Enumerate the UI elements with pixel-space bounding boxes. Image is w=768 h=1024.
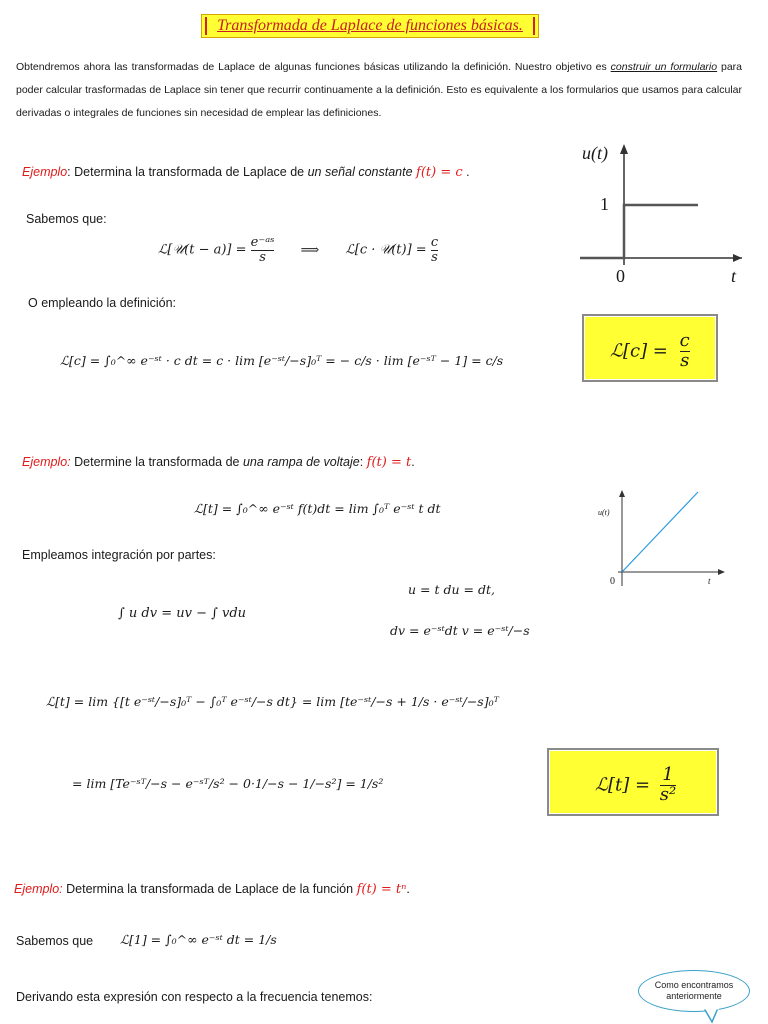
result1-num: c (679, 330, 690, 351)
parts-formula: ∫ u dv = uv − ∫ vdu (118, 606, 247, 621)
ramp-graph (588, 488, 738, 588)
eq1-num: e⁻ᵃˢ (250, 235, 275, 250)
example2-emphasis: una rampa de voltaje (242, 455, 360, 469)
page-title: Transformada de Laplace de funciones básicas. (201, 14, 539, 38)
result-box-ramp (547, 748, 719, 816)
result1-left: ℒ[c] = (610, 340, 668, 362)
eq1-rden: s (431, 249, 438, 265)
example2-end: . (411, 455, 415, 469)
result2-left: ℒ[t] = (595, 774, 651, 796)
graph2-xlabel: t (708, 576, 711, 586)
eq1-right: ℒ[c · 𝒰(t)] = (345, 242, 427, 258)
graph1-one: 1 (600, 194, 609, 214)
result2-num: 1 (662, 764, 674, 785)
example3-derivando: Derivando esta expresión con respecto a la frecuencia tenemos: (16, 990, 373, 1004)
example1-statement (22, 165, 470, 180)
intro-part2: para poder calcular trasformadas de Laplace sin tener que recurrir continuamente a la definición. Esto es equivalente a los formularios que usamos para calcular derivadas o integrales de funciones sin necesidad de emplear las definiciones. (16, 61, 743, 119)
example1-def-text: O empleando la definición: (28, 296, 177, 310)
graph2-zero: 0 (610, 576, 615, 587)
example2-colon: : (359, 455, 367, 469)
example3-func: f(t) = tⁿ (356, 882, 407, 897)
example3-statement (14, 882, 410, 897)
example2-label: Ejemplo: (22, 455, 71, 469)
eq1-rnum: c (430, 235, 439, 250)
parts-sub1: u = t du = dt, (408, 582, 495, 597)
example3-text: Determina la transformada de Laplace de la función (62, 882, 357, 896)
parts-sub2: dv = e⁻ˢᵗdt v = e⁻ˢᵗ/−s (390, 623, 530, 638)
example3-label: Ejemplo: (14, 882, 63, 896)
example1-text: : Determina la transformada de Laplace de (67, 165, 308, 179)
eq1-left: ℒ[𝒰(t − a)] = (158, 242, 247, 258)
example2-statement (22, 455, 415, 470)
result2-den: s² (659, 783, 677, 805)
intro-paragraph (16, 56, 742, 125)
graph1-xlabel: t (731, 266, 737, 286)
example1-end: . (462, 165, 470, 179)
graph1-zero: 0 (616, 266, 625, 286)
result1-den: s (680, 349, 690, 371)
bubble-text: Como encontramos anteriormente (654, 980, 734, 1001)
bubble-tail (700, 1006, 730, 1024)
example1-emphasis: un señal constante (307, 165, 417, 179)
example1-eq2: ℒ[c] = ∫₀^∞ e⁻ˢᵗ · c dt = c · lim [e⁻ˢᵗ/−s]₀ᵀ = − c/s · lim [e⁻ˢᵀ − 1] = c/s (60, 353, 504, 368)
example2-eq1: ℒ[t] = ∫₀^∞ e⁻ˢᵗ f(t)dt = lim ∫₀ᵀ e⁻ˢᵗ t dt (194, 501, 441, 516)
example2-func: f(t) = t (366, 455, 412, 470)
example1-func: f(t) = c (416, 165, 463, 180)
example3-end: . (406, 882, 410, 896)
example1-eq1 (158, 236, 438, 264)
example2-eq3: = lim [Te⁻ˢᵀ/−s − e⁻ˢᵀ/s² − 0·1/−s − 1/−s²] = 1/s² (72, 776, 384, 791)
graph2-ylabel: u(t) (598, 508, 610, 517)
graph1-ylabel: u(t) (582, 143, 608, 163)
intro-part1: Obtendremos ahora las transformadas de Laplace de algunas funciones básicas utilizando la definición. Nuestro objetivo es (16, 61, 611, 73)
example1-sabemos: Sabemos que: (26, 212, 107, 226)
example2-eq2: ℒ[t] = lim {[t e⁻ˢᵗ/−s]₀ᵀ − ∫₀ᵀ e⁻ˢᵗ/−s dt} = lim [te⁻ˢᵗ/−s + 1/s · e⁻ˢᵗ/−s]₀ᵀ (46, 694, 499, 709)
example3-eq: ℒ[1] = ∫₀^∞ e⁻ˢᵗ dt = 1/s (120, 932, 277, 947)
example2-text: Determine la transformada de (70, 455, 243, 469)
note-bubble (638, 970, 750, 1012)
example3-sabemos: Sabemos que (16, 934, 94, 948)
result-box-constant (582, 314, 718, 382)
example1-label: Ejemplo (22, 165, 68, 179)
eq1-den: s (251, 250, 275, 265)
intro-emphasis: construir un formulario (610, 61, 718, 73)
implies-symbol: ⟹ (300, 242, 320, 258)
example2-parts-text: Empleamos integración por partes: (22, 548, 216, 562)
